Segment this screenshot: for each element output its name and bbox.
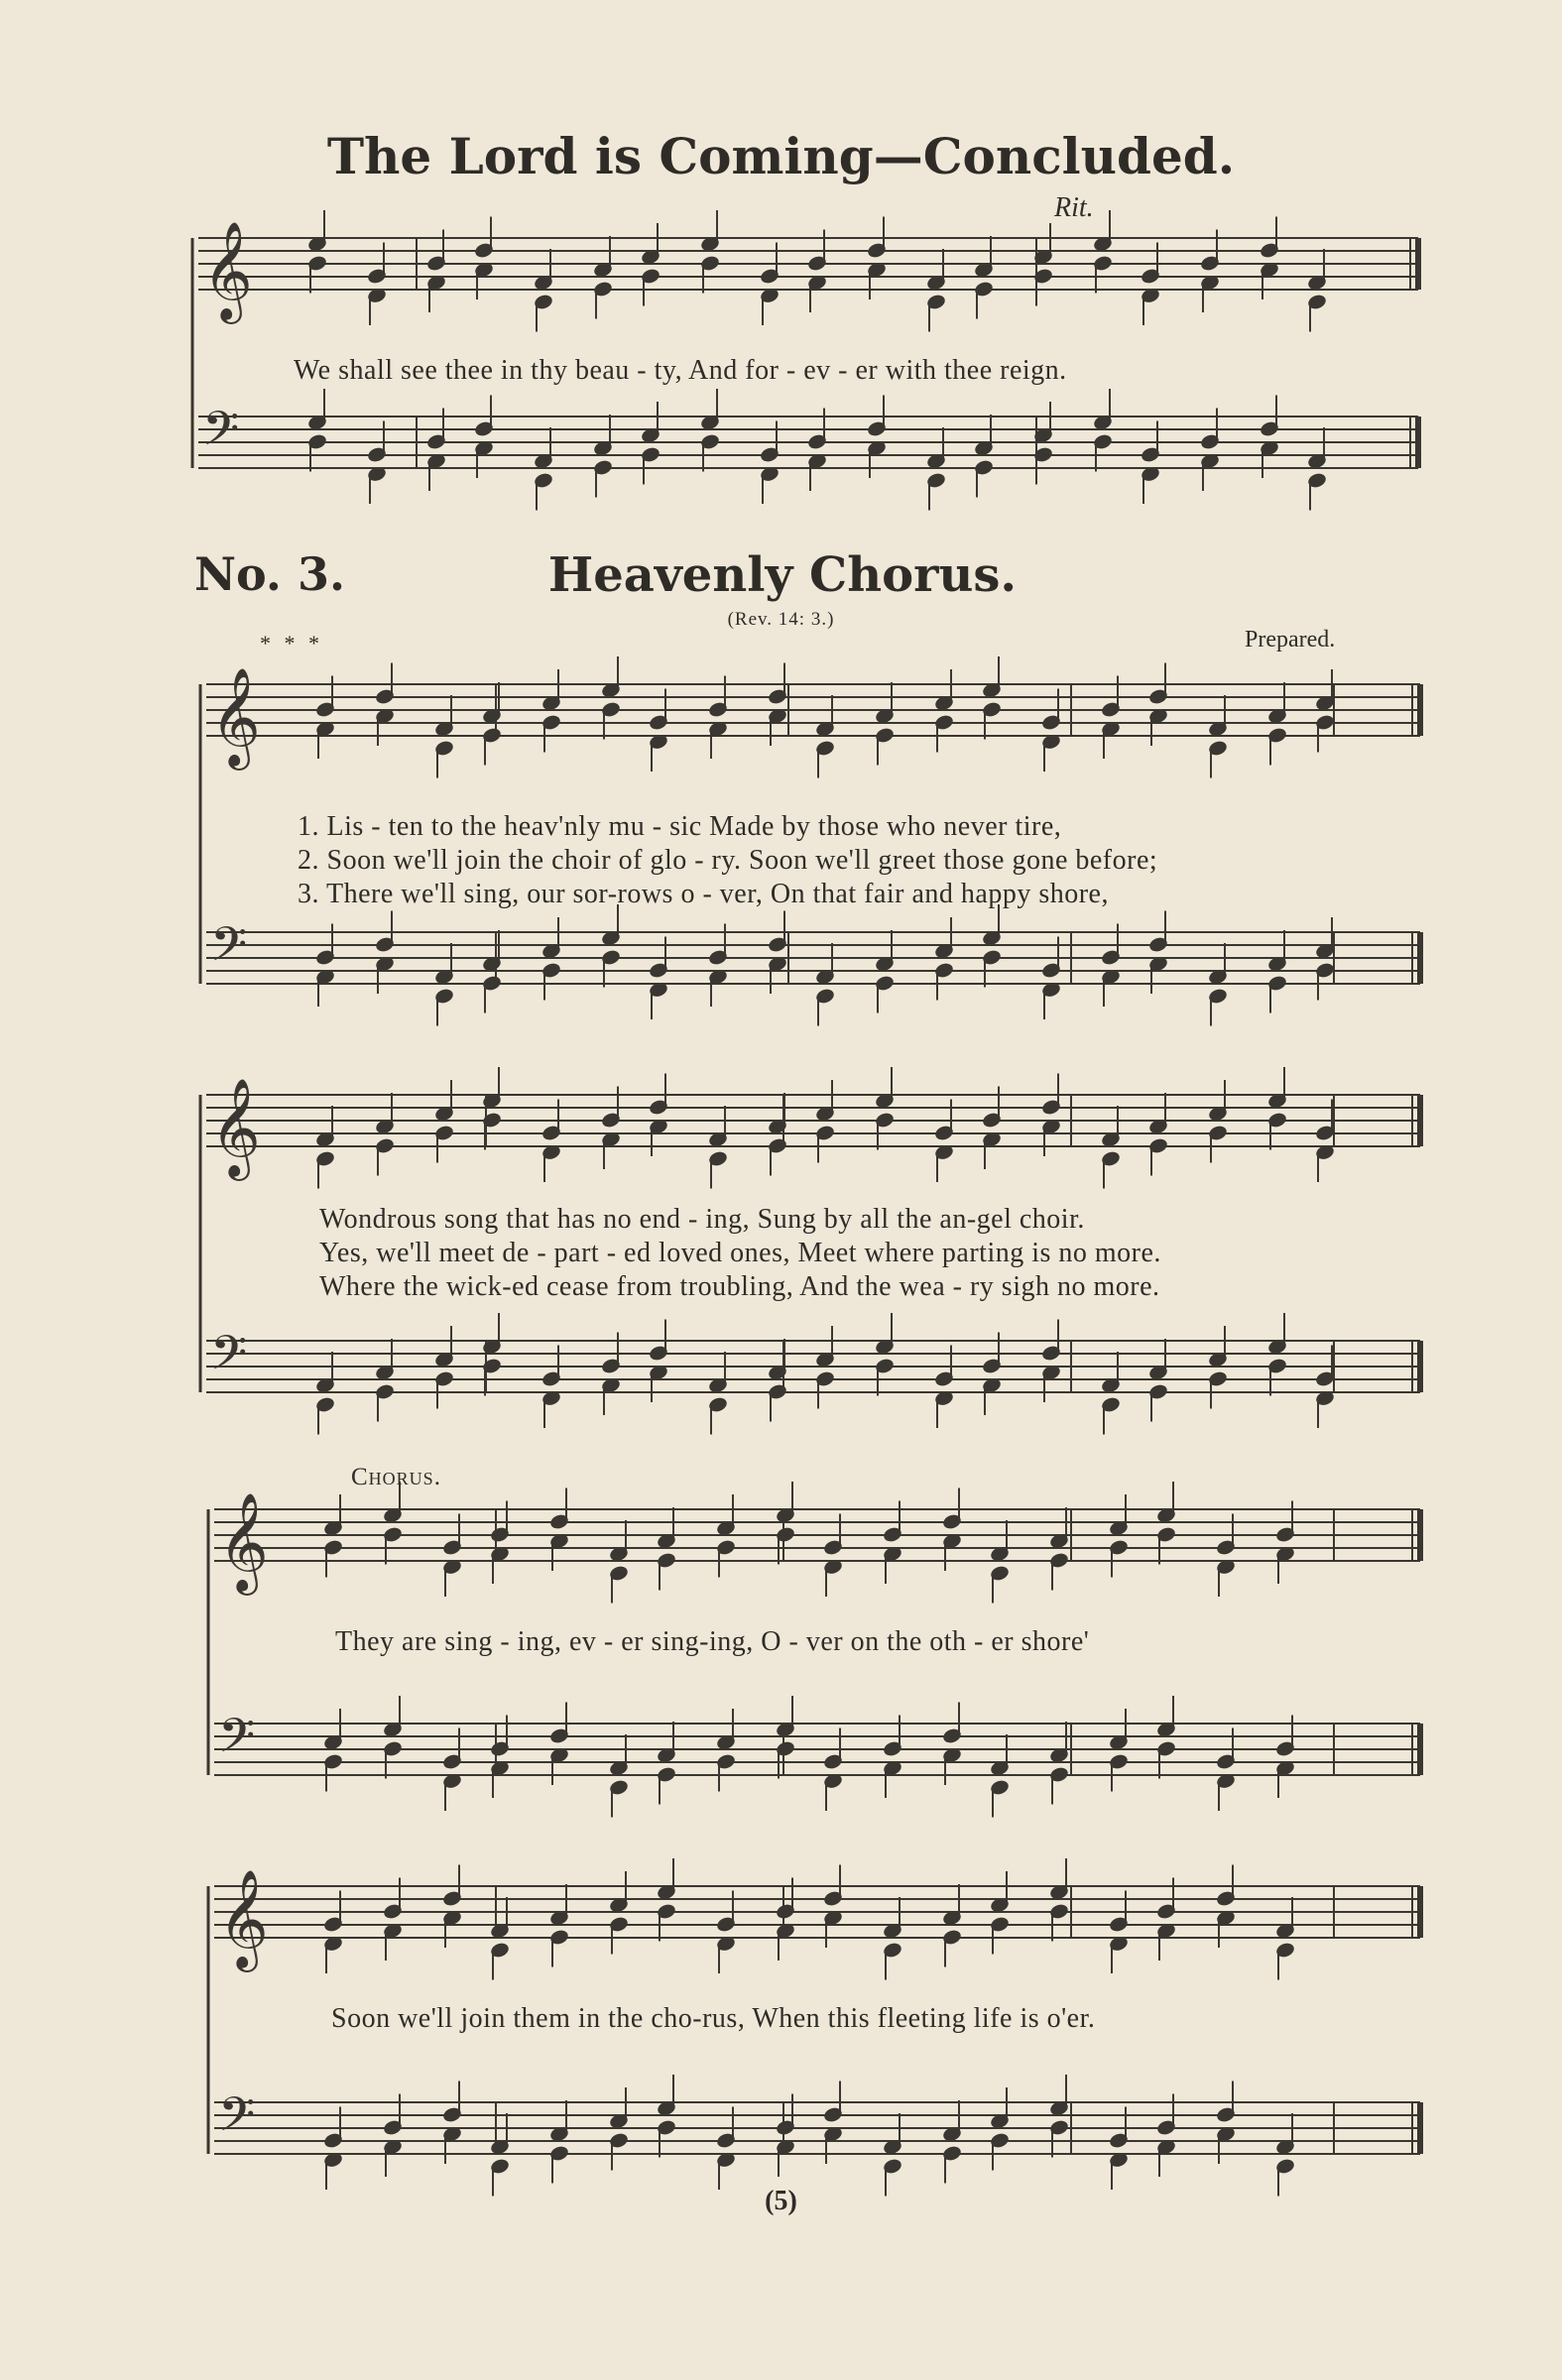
hymn-number: No. 3.	[194, 547, 345, 601]
chorus-label: Chorus.	[351, 1464, 441, 1490]
verse1-line2: Wondrous song that has no end - ing, Sung by all the an-gel choir.	[319, 1204, 1085, 1235]
tune-attribution: Prepared.	[1245, 627, 1336, 653]
bass-clef-icon: 𝄢	[218, 2086, 256, 2154]
chorus-line1: They are sing - ing, ev - er sing-ing, O - ver on the oth - er shore'	[335, 1626, 1090, 1657]
bass-clef-icon: 𝄢	[210, 916, 248, 984]
page-number: (5)	[765, 2186, 797, 2216]
bass-clef-icon: 𝄢	[210, 1325, 248, 1392]
treble-clef-icon: 𝄞	[218, 1492, 269, 1592]
concluded-title: The Lord is Coming—Concluded.	[326, 127, 1236, 185]
bass-clef-icon: 𝄢	[218, 1708, 256, 1775]
treble-clef-icon: 𝄞	[218, 1869, 269, 1968]
treble-clef-icon: 𝄞	[202, 221, 253, 320]
bass-clef-icon: 𝄢	[202, 401, 240, 468]
verse2-line1: 2. Soon we'll join the choir of glo - ry. Soon we'll greet those gone before;	[298, 845, 1158, 876]
verse2-line2: Yes, we'll meet de - part - ed loved ones, Meet where parting is no more.	[319, 1238, 1161, 1268]
ritardando-mark: Rit.	[1054, 192, 1094, 223]
scripture-reference: (Rev. 14: 3.)	[727, 609, 835, 630]
verse3-line2: Where the wick-ed cease from troubling, And the wea - ry sigh no more.	[319, 1271, 1160, 1302]
asterisks: * * *	[260, 631, 323, 655]
treble-clef-icon: 𝄞	[210, 667, 261, 767]
concluded-lyric: We shall see thee in thy beau - ty, And for - ev - er with thee reign.	[294, 355, 1067, 386]
treble-clef-icon: 𝄞	[210, 1078, 261, 1177]
chorus-line2: Soon we'll join them in the cho-rus, When this fleeting life is o'er.	[331, 2003, 1096, 2034]
hymn-title: Heavenly Chorus.	[547, 547, 1018, 603]
verse3-line1: 3. There we'll sing, our sor-rows o - ver, On that fair and happy shore,	[298, 879, 1109, 909]
verse1-line1: 1. Lis - ten to the heav'nly mu - sic Made by those who never tire,	[298, 811, 1062, 842]
